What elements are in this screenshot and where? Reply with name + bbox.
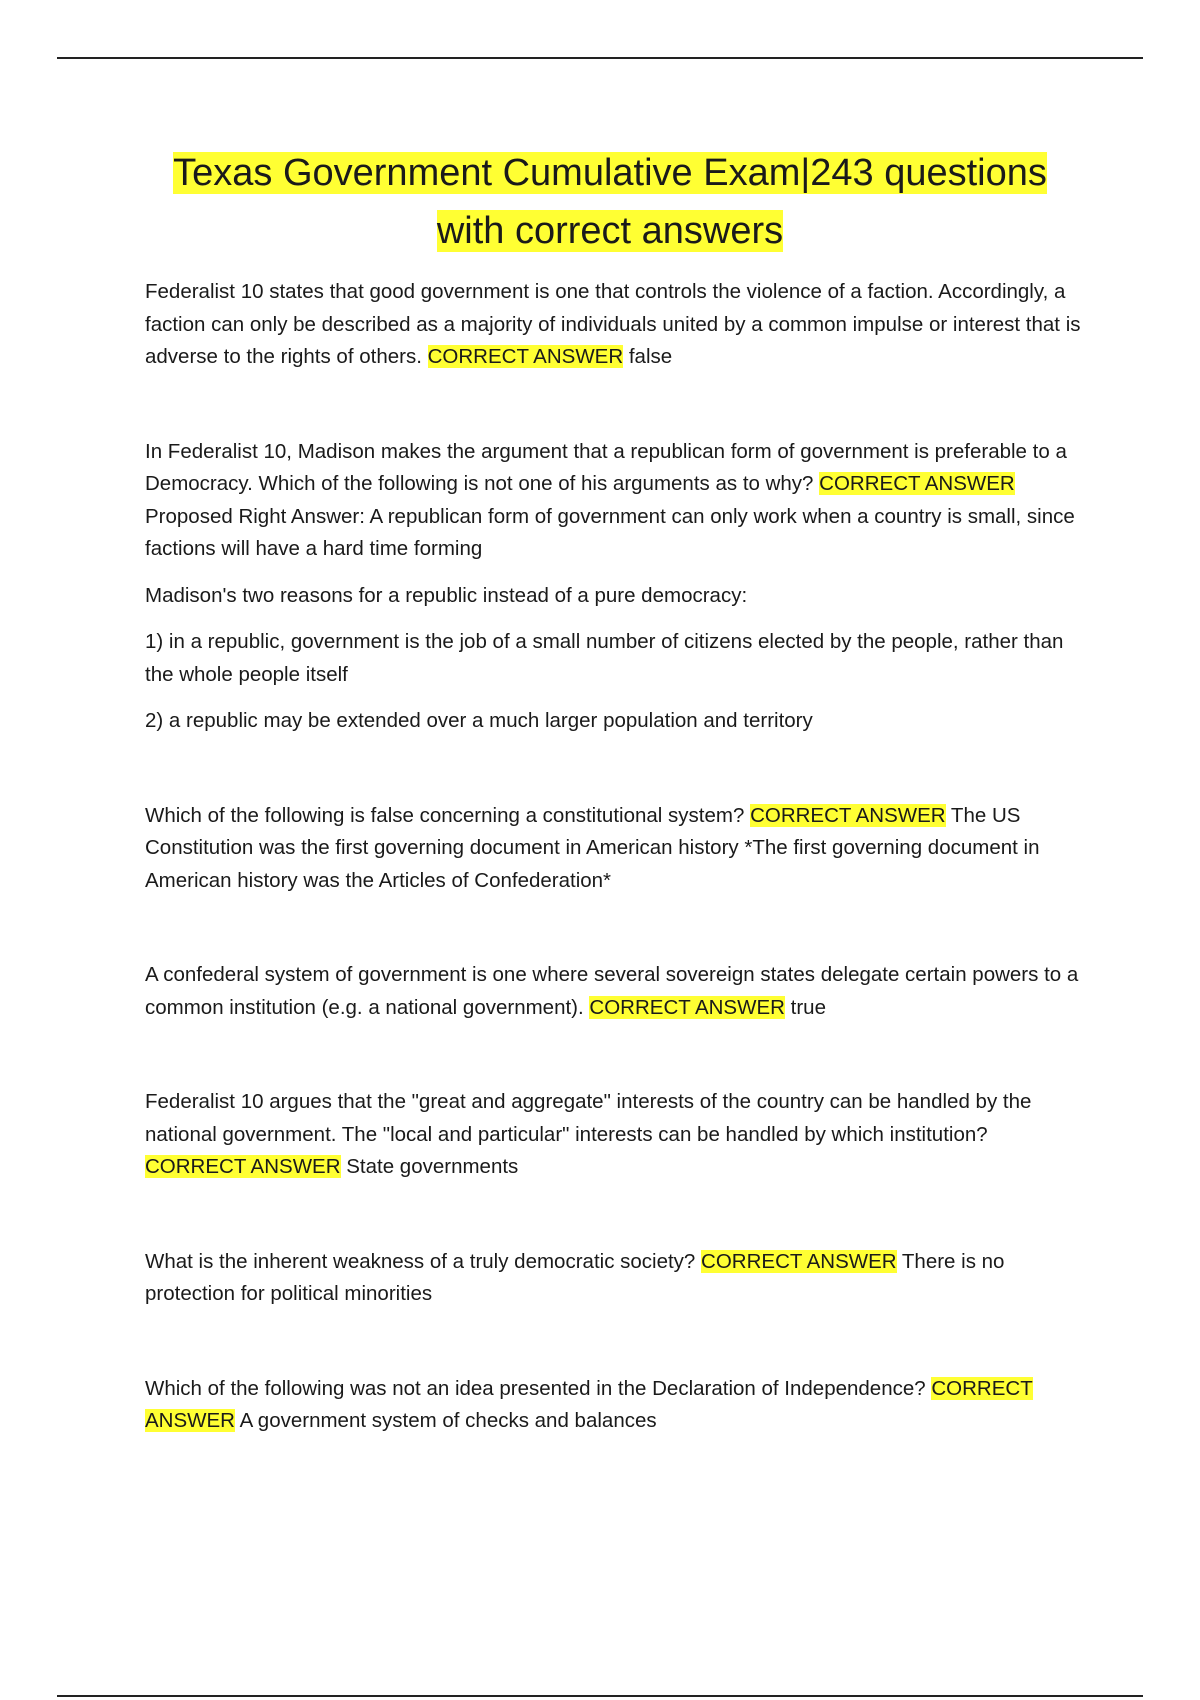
explanation-point: 2) a republic may be extended over a much larger population and territory <box>145 709 813 732</box>
question-text: What is the inherent weakness of a truly democratic society? <box>145 1249 696 1273</box>
document-body <box>145 276 1085 1500</box>
question-text: Federalist 10 argues that the "great and aggregate" interests of the country can be handled by the national government. The "local and particular" interests can be handled by which institution? <box>145 1090 1032 1146</box>
qa-item <box>145 800 1085 898</box>
qa-item <box>145 276 1085 374</box>
answer-text: There is no protection for political minorities <box>145 1249 1005 1305</box>
document-title: Texas Government Cumulative Exam|243 questions with correct answers <box>173 152 1047 252</box>
answer-text: true <box>790 995 826 1019</box>
correct-answer-label: CORRECT ANSWER <box>589 995 785 1019</box>
question-text: In Federalist 10, Madison makes the argument that a republican form of government is preferable to a Democracy. Which of the following is not one of his arguments as to why? <box>145 439 1067 495</box>
question-text: A confederal system of government is one where several sovereign states delegate certain powers to a common institution (e.g. a national government). <box>145 963 1079 1019</box>
answer-text: Proposed Right Answer: A republican form of government can only work when a country is small, since factions will have a hard time forming <box>145 504 1075 560</box>
qa-item <box>145 1086 1085 1184</box>
footer-rule <box>57 1695 1143 1697</box>
correct-answer-label: CORRECT ANSWER <box>427 345 624 368</box>
correct-answer-label: CORRECT ANSWER <box>145 1155 341 1178</box>
question-text: Which of the following is false concerning a constitutional system? <box>145 803 745 827</box>
answer-text: The US Constitution was the first governing document in American history *The first governing document in American history was the Articles of Confederation* <box>145 803 1040 892</box>
qa-item <box>145 1373 1085 1438</box>
question-text: Federalist 10 states that good government is one that controls the violence of a faction. Accordingly, a faction can only be described as a majority of individuals united by a common impulse or interest that is adverse to the rights of others. <box>145 280 1081 368</box>
answer-text: A government system of checks and balances <box>239 1409 657 1432</box>
correct-answer-label: CORRECT ANSWER <box>819 472 1015 495</box>
answer-text: false <box>628 345 673 368</box>
correct-answer-label: CORRECT ANSWER <box>701 1249 897 1273</box>
qa-item <box>145 1246 1085 1311</box>
qa-item <box>145 436 1085 566</box>
explanation-heading: Madison's two reasons for a republic instead of a pure democracy: <box>145 583 748 607</box>
correct-answer-label: CORRECT ANSWER <box>145 1376 1033 1432</box>
explanation-point: 1) in a republic, government is the job of a small number of citizens elected by the people, rather than the whole people itself <box>145 630 1064 686</box>
correct-answer-label: CORRECT ANSWER <box>750 803 946 827</box>
answer-text: State governments <box>346 1155 519 1178</box>
qa-item <box>145 959 1085 1024</box>
question-text: Which of the following was not an idea presented in the Declaration of Independence? <box>145 1376 926 1400</box>
header-rule <box>57 57 1143 59</box>
